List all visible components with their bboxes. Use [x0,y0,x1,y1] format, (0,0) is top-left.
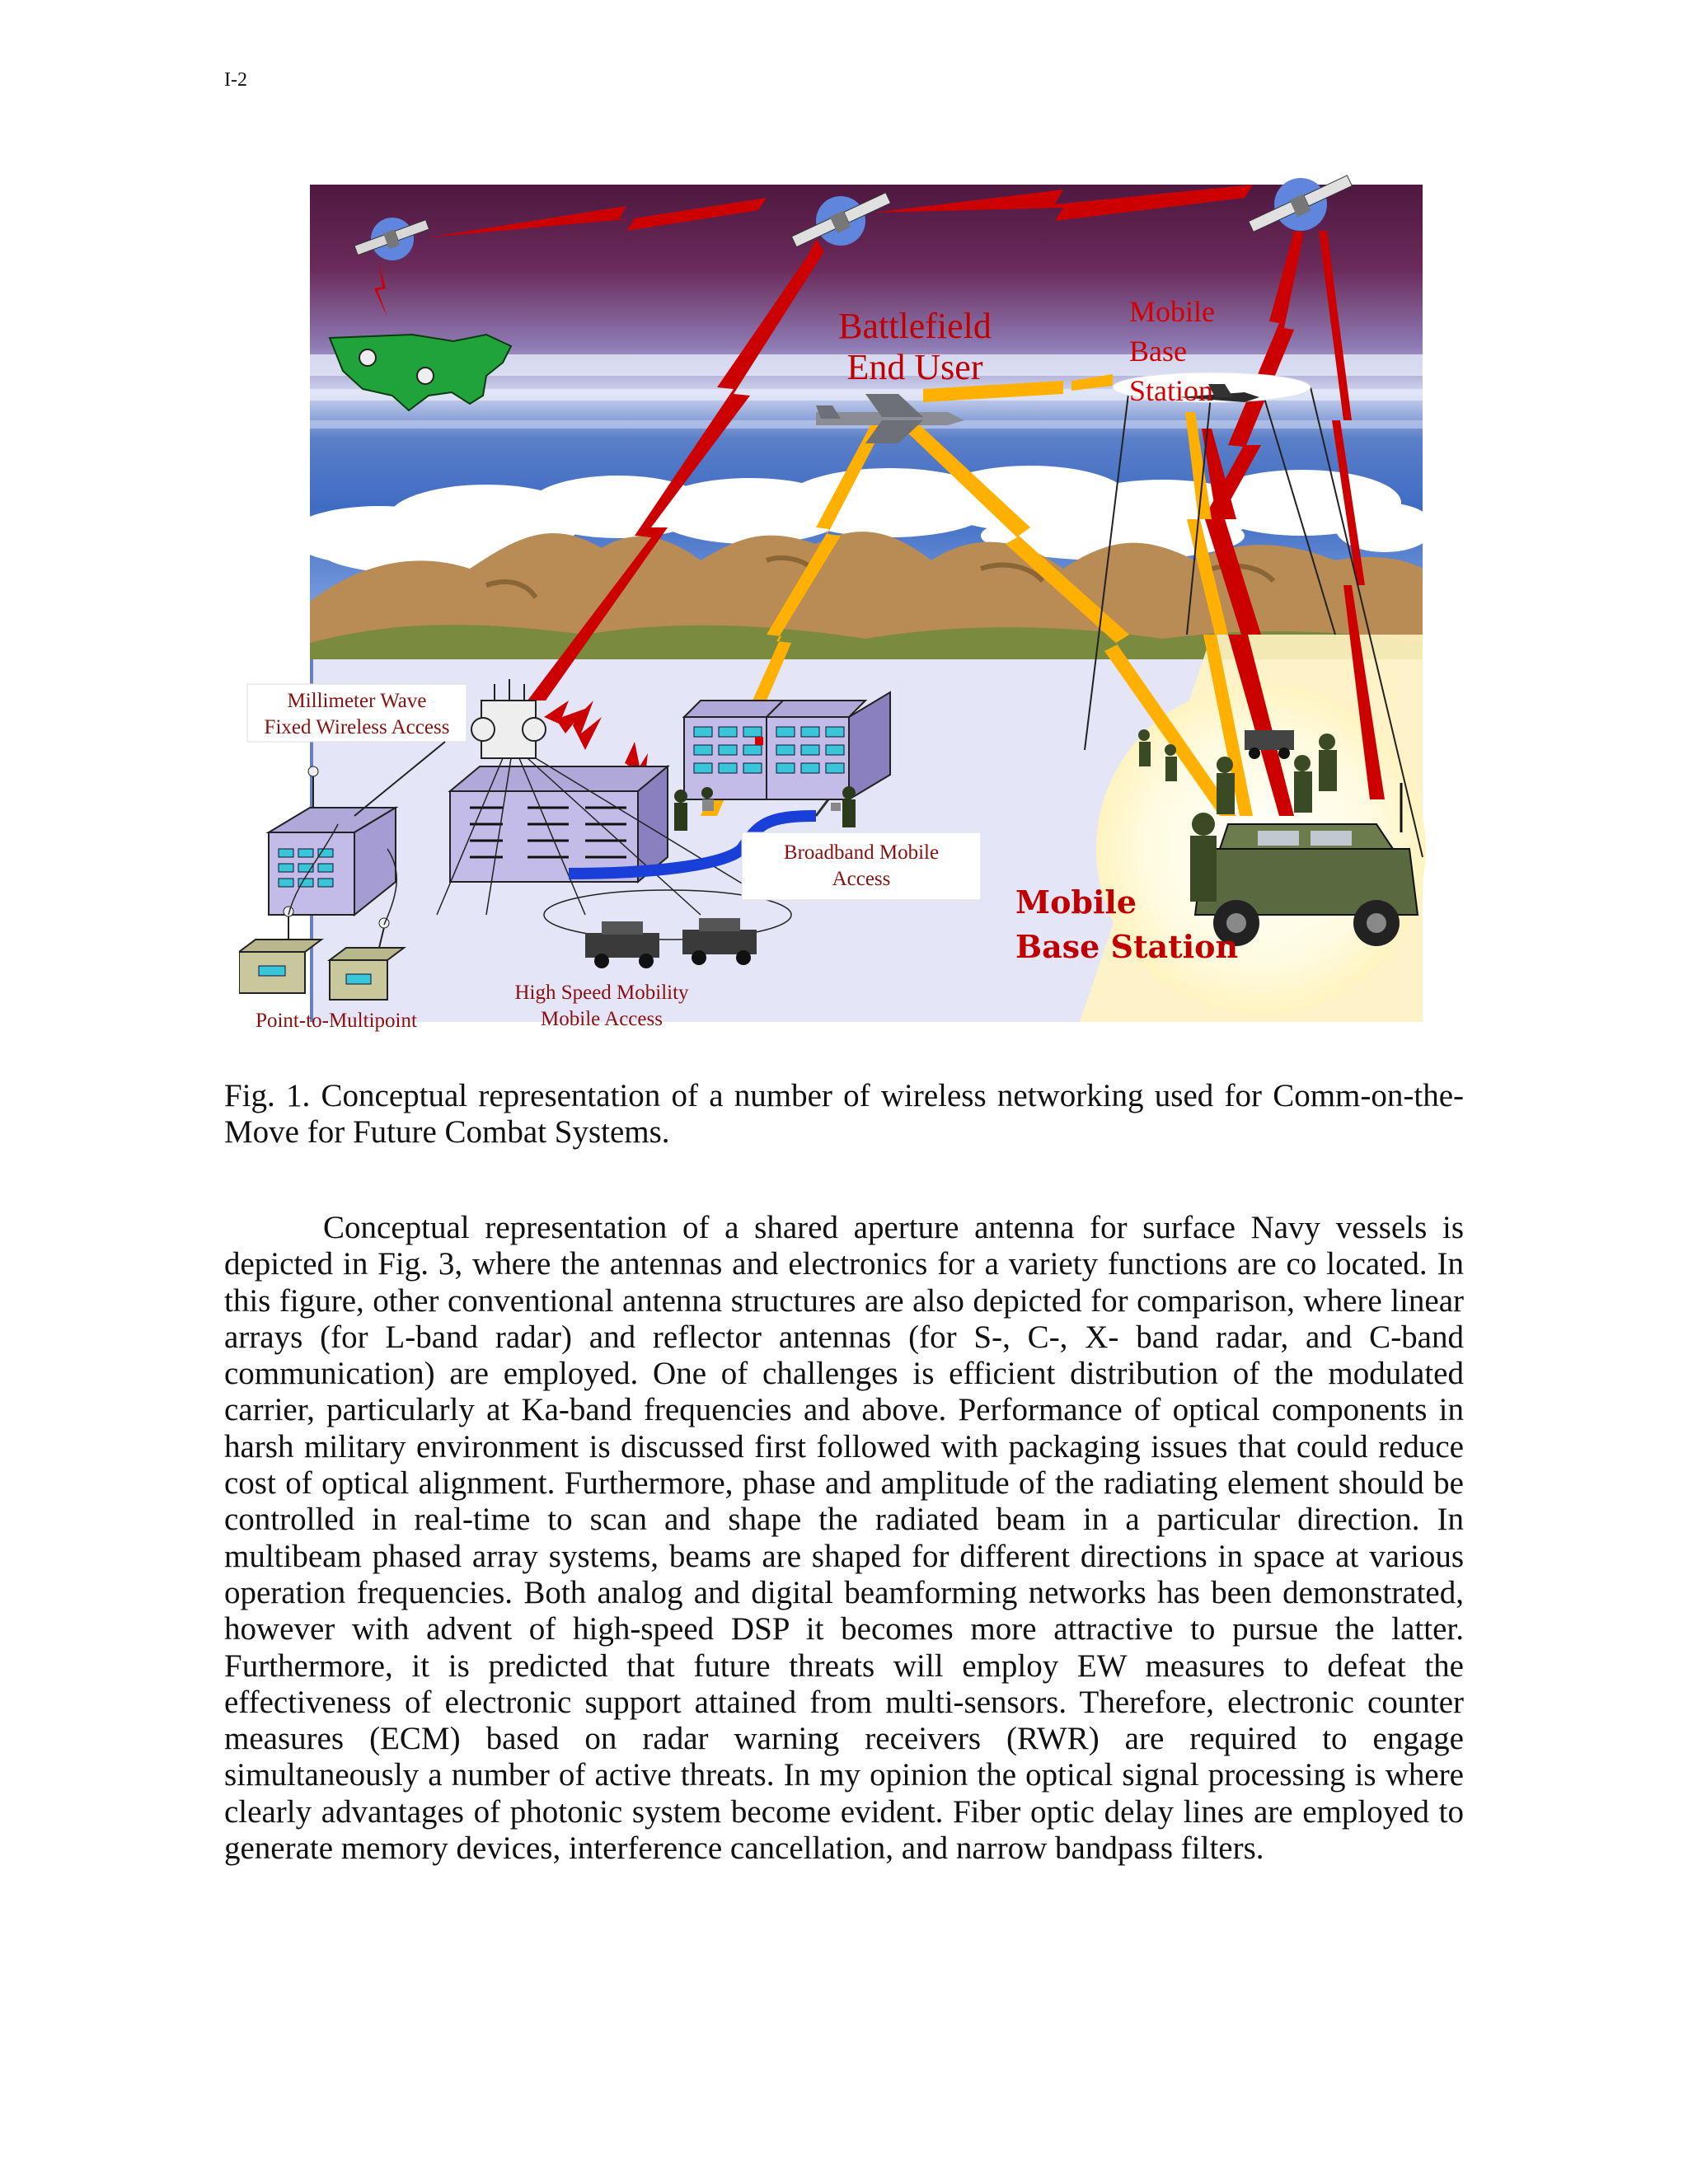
label-high-speed-2: Mobile Access [541,1008,663,1030]
label-mobile-base-ground-2: Base Station [1015,928,1239,965]
label-mobile-base-air-1: Mobile [1129,295,1215,328]
label-box-millimeter [247,684,467,742]
figure-caption: Fig. 1. Conceptual representation of a number of wireless networking used for Comm-on-the-Move for Future Combat Systems. [224,1078,1464,1150]
body-paragraph: Conceptual representation of a shared aperture antenna for surface Navy vessels is depicted in Fig. 3, where the antennas and electronics for a variety functions are co located. In this figure, other conventional antenna structures are also depicted for comparison, where linear arrays (for L-band radar) and reflector antennas (for S-, C-, X- band radar, and C-band communication) are employed. One of challenges is efficient distribution of the modulated carrier, particularly at Ka-band frequencies and above. Performance of optical components in harsh military environment is discussed first followed with packaging issues that could reduce cost of optical alignment. Furthermore, phase and amplitude of the radiating element should be controlled in real-time to scan and shape the radiated beam in a particular direction. In multibeam phased array systems, beams are shaped for different directions in space at various operation frequencies. Both analog and digital beamforming networks has been demonstrated, however with advent of high-speed DSP it becomes more attractive to pursue the latter. Furthermore, it is predicted that future threats will employ EW measures to defeat the effectiveness of electronic support attained from multi-sensors. Therefore, electronic counter measures (ECM) based on radar warning receivers (RWR) are required to engage simultaneously a number of active threats. In my opinion the optical signal processing is where clearly advantages of photonic system become evident. Fiber optic delay lines are employed to generate memory devices, interference cancellation, and narrow bandpass filters. [224,1210,1464,1867]
label-box-broadband [742,832,981,900]
label-mobile-base-ground-1: Mobile [1015,883,1137,921]
label-millimeter-2: Fixed Wireless Access [264,716,450,738]
label-high-speed-1: High Speed Mobility [514,982,689,1004]
label-mobile-base-air-3: Station [1129,374,1214,407]
label-broadband-1: Broadband Mobile [783,841,940,864]
label-broadband-2: Access [832,868,891,890]
label-battlefield-2: End User [846,347,983,387]
figure-wireless-networking [239,173,1459,1055]
figure-illustration [239,173,1459,1055]
label-battlefield-1: Battlefield [838,306,992,346]
label-millimeter-1: Millimeter Wave [287,690,427,712]
page-number: I-2 [224,69,247,91]
label-point-to-multipoint: Point-to-Multipoint [256,1010,417,1032]
label-mobile-base-air-2: Base [1129,335,1187,368]
